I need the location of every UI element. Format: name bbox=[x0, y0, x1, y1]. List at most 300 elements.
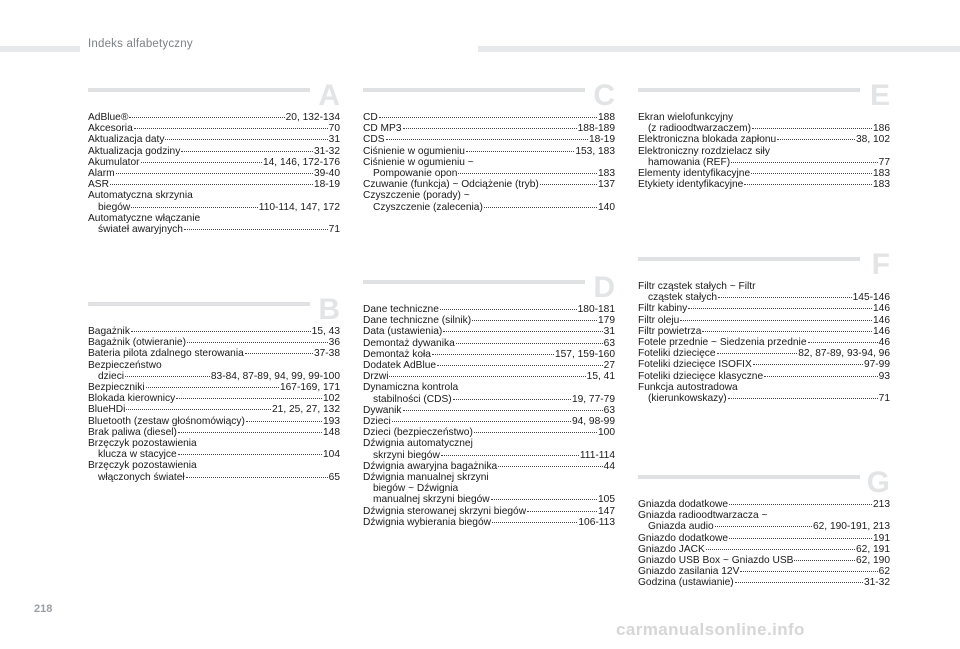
entry-line bbox=[363, 304, 615, 315]
dot-leader bbox=[110, 184, 313, 185]
entry-line bbox=[363, 506, 615, 517]
entry-list bbox=[88, 112, 340, 235]
page-ref: 77 bbox=[878, 156, 890, 168]
dot-leader bbox=[403, 410, 603, 411]
entry-line bbox=[88, 427, 340, 438]
entry-term: Dane techniczne (silnik) bbox=[363, 315, 472, 327]
index-entry bbox=[638, 577, 890, 588]
entry-line bbox=[363, 202, 615, 213]
page-ref: 106-113 bbox=[578, 516, 615, 528]
dot-leader bbox=[176, 398, 322, 399]
page-number: 218 bbox=[34, 603, 53, 615]
index-entry bbox=[638, 326, 890, 337]
entry-line bbox=[638, 577, 890, 588]
entry-term: Data (ustawienia) bbox=[363, 326, 443, 338]
index-entry bbox=[88, 112, 340, 123]
entry-term: Bateria pilota zdalnego sterowania bbox=[88, 348, 244, 360]
entry-term: Gniazda radioodtwarzacza ~ bbox=[638, 510, 768, 522]
entry-line bbox=[638, 555, 890, 566]
entry-line bbox=[638, 499, 890, 510]
index-entry bbox=[363, 123, 615, 134]
entry-term: Gniazdo dodatkowe bbox=[638, 532, 729, 544]
entry-term: Dźwignia automatycznej bbox=[363, 438, 473, 450]
entry-line bbox=[638, 544, 890, 555]
entry-line bbox=[363, 416, 615, 427]
index-entry bbox=[88, 404, 340, 415]
entry-subterm: manualnej skrzyni biegów bbox=[373, 494, 490, 506]
index-entry bbox=[363, 472, 615, 506]
index-section-e bbox=[638, 79, 890, 191]
section-bar bbox=[88, 302, 310, 306]
index-entry bbox=[88, 427, 340, 438]
entry-line bbox=[363, 157, 615, 168]
entry-line bbox=[638, 337, 890, 348]
dot-leader bbox=[474, 432, 597, 433]
page-ref: 27 bbox=[603, 360, 615, 372]
entry-line bbox=[88, 382, 340, 393]
entry-line bbox=[363, 405, 615, 416]
index-entry bbox=[638, 315, 890, 326]
entry-line bbox=[88, 112, 340, 123]
entry-line bbox=[638, 510, 890, 521]
index-entry bbox=[638, 112, 890, 134]
entry-line bbox=[638, 146, 890, 157]
index-entry bbox=[638, 510, 890, 532]
page-ref: 183 bbox=[873, 179, 890, 191]
section-bar bbox=[363, 88, 585, 92]
page-ref: 70 bbox=[328, 123, 340, 135]
entry-line bbox=[88, 179, 340, 190]
page-ref: 153, 183 bbox=[575, 145, 615, 157]
entry-line bbox=[363, 315, 615, 326]
section-letter: E bbox=[869, 79, 890, 112]
section-letter: F bbox=[871, 248, 890, 281]
entry-line bbox=[88, 460, 340, 471]
entry-line bbox=[638, 371, 890, 382]
index-entry bbox=[88, 460, 340, 482]
entry-term: Akumulator bbox=[88, 156, 140, 168]
page-ref: 71 bbox=[328, 224, 340, 236]
page-ref: 31 bbox=[328, 134, 340, 146]
entry-subterm: biegów bbox=[98, 201, 131, 213]
entry-term: Dane techniczne bbox=[363, 304, 439, 315]
entry-term: Filtr powietrza bbox=[638, 325, 702, 337]
index-entry bbox=[88, 213, 340, 235]
dot-leader bbox=[740, 571, 877, 572]
entry-line bbox=[638, 157, 890, 168]
dot-leader bbox=[777, 139, 855, 140]
index-entry bbox=[363, 190, 615, 212]
dot-leader bbox=[680, 320, 872, 321]
entry-term: CDS bbox=[363, 134, 385, 146]
entry-list bbox=[638, 281, 890, 404]
entry-line bbox=[363, 461, 615, 472]
entry-term: Filtr kabiny bbox=[638, 303, 688, 315]
entry-line bbox=[88, 123, 340, 134]
entry-term: Bluetooth (zestaw głośnomówiący) bbox=[88, 415, 245, 427]
page-ref: 65 bbox=[328, 471, 340, 483]
dot-leader bbox=[540, 184, 597, 185]
index-entry bbox=[363, 427, 615, 438]
dot-leader bbox=[437, 365, 603, 366]
index-entry bbox=[363, 349, 615, 360]
dot-leader bbox=[392, 421, 571, 422]
entry-subterm: dzieci bbox=[98, 370, 125, 382]
entry-term: Alarm bbox=[88, 168, 115, 180]
page-ref: 148 bbox=[323, 426, 340, 438]
index-section-f bbox=[638, 248, 890, 405]
dot-leader bbox=[744, 184, 872, 185]
entry-line bbox=[363, 168, 615, 179]
index-entry bbox=[363, 338, 615, 349]
entry-line bbox=[638, 123, 890, 134]
section-letter: C bbox=[593, 79, 615, 112]
entry-subterm: klucza w stacyjce bbox=[98, 449, 177, 461]
entry-term: Dodatek AdBlue bbox=[363, 360, 437, 372]
section-bar bbox=[638, 475, 860, 479]
entry-term: Akcesoria bbox=[88, 123, 133, 135]
header-bar-right bbox=[478, 46, 960, 52]
page-ref: 62, 191 bbox=[856, 543, 890, 555]
page-ref: 146 bbox=[873, 325, 890, 337]
page-ref: 31 bbox=[603, 326, 615, 338]
dot-leader bbox=[403, 128, 577, 129]
entry-line bbox=[88, 360, 340, 371]
dot-leader bbox=[187, 342, 328, 343]
page-ref: 83-84, 87-89, 94, 99, 99-100 bbox=[210, 370, 340, 382]
dot-leader bbox=[753, 364, 863, 365]
dot-leader bbox=[246, 421, 322, 422]
entry-line bbox=[638, 303, 890, 314]
entry-list bbox=[638, 499, 890, 589]
entry-subterm: świateł awaryjnych bbox=[98, 224, 183, 236]
page-ref: 104 bbox=[323, 449, 340, 461]
entry-line bbox=[88, 190, 340, 201]
entry-term: Dynamiczna kontrola bbox=[363, 382, 459, 394]
section-bar bbox=[363, 280, 585, 284]
entry-line bbox=[88, 224, 340, 235]
page-ref: 31-32 bbox=[863, 577, 890, 589]
entry-line bbox=[638, 533, 890, 544]
entry-subterm: hamowania (REF) bbox=[648, 156, 731, 168]
dot-leader bbox=[688, 308, 872, 309]
entry-list bbox=[638, 112, 890, 190]
entry-line bbox=[638, 315, 890, 326]
index-entry bbox=[363, 405, 615, 416]
entry-term: Dzieci (bezpieczeństwo) bbox=[363, 427, 473, 439]
dot-leader bbox=[491, 499, 597, 500]
entry-line bbox=[638, 382, 890, 393]
index-entry bbox=[363, 112, 615, 123]
entry-line bbox=[363, 360, 615, 371]
dot-leader bbox=[245, 353, 313, 354]
dot-leader bbox=[731, 162, 878, 163]
index-entry bbox=[363, 179, 615, 190]
dot-leader bbox=[141, 162, 262, 163]
entry-subterm: biegów ~ Dźwignia bbox=[373, 483, 459, 495]
page-ref: 146 bbox=[873, 303, 890, 315]
dot-leader bbox=[808, 342, 878, 343]
index-entry bbox=[88, 134, 340, 145]
index-entry bbox=[363, 438, 615, 460]
index-entry bbox=[363, 416, 615, 427]
page-ref: 157, 159-160 bbox=[554, 348, 615, 360]
dot-leader bbox=[386, 139, 588, 140]
page-ref: 19, 77-79 bbox=[571, 393, 615, 405]
entry-term: Brzęczyk pozostawienia bbox=[88, 460, 197, 472]
entry-line bbox=[363, 123, 615, 134]
entry-list bbox=[363, 112, 615, 213]
dot-leader bbox=[379, 117, 597, 118]
entry-line bbox=[638, 134, 890, 145]
entry-term: ASR bbox=[88, 179, 109, 191]
index-entry bbox=[638, 146, 890, 168]
entry-term: Brzęczyk pozostawienia bbox=[88, 438, 197, 450]
dot-leader bbox=[492, 522, 577, 523]
entry-line bbox=[88, 213, 340, 224]
entry-line bbox=[638, 112, 890, 123]
dot-leader bbox=[181, 151, 313, 152]
entry-term: Ekran wielofunkcyjny bbox=[638, 112, 734, 123]
page-header-title: Indeks alfabetyczny bbox=[88, 38, 193, 50]
entry-term: Gniazda dodatkowe bbox=[638, 499, 729, 510]
page-ref: 97-99 bbox=[863, 359, 890, 371]
index-entry bbox=[88, 190, 340, 212]
dot-leader bbox=[441, 455, 579, 456]
entry-term: Filtr cząstek stałych ~ Filtr bbox=[638, 281, 756, 292]
entry-line bbox=[638, 168, 890, 179]
page-ref: 100 bbox=[598, 427, 615, 439]
page-ref: 62, 190-191, 213 bbox=[812, 521, 890, 533]
dot-leader bbox=[146, 387, 279, 388]
entry-line bbox=[638, 566, 890, 577]
dot-leader bbox=[729, 538, 872, 539]
index-entry bbox=[638, 281, 890, 303]
entry-line bbox=[363, 494, 615, 505]
entry-term: Dźwignia wybierania biegów bbox=[363, 516, 491, 528]
entry-line bbox=[88, 416, 340, 427]
page-ref: 36 bbox=[328, 337, 340, 349]
dot-leader bbox=[186, 477, 328, 478]
page-ref: 147 bbox=[598, 505, 615, 517]
entry-term: Dźwignia manualnej skrzyni bbox=[363, 472, 489, 484]
page-ref: 71 bbox=[878, 393, 890, 405]
index-entry bbox=[638, 499, 890, 510]
index-entry bbox=[88, 146, 340, 157]
index-section-a bbox=[88, 79, 340, 236]
dot-leader bbox=[717, 353, 798, 354]
entry-list bbox=[363, 304, 615, 528]
page-ref: 105 bbox=[598, 494, 615, 506]
entry-line bbox=[88, 371, 340, 382]
entry-term: Godzina (ustawianie) bbox=[638, 577, 734, 589]
section-bar bbox=[88, 88, 310, 92]
index-entry bbox=[88, 326, 340, 337]
entry-line bbox=[363, 179, 615, 190]
page-ref: 183 bbox=[598, 168, 615, 180]
index-section-b bbox=[88, 293, 340, 483]
index-entry bbox=[638, 382, 890, 404]
dot-leader bbox=[751, 173, 872, 174]
entry-line bbox=[363, 438, 615, 449]
page-ref: 186 bbox=[873, 123, 890, 135]
entry-line bbox=[363, 190, 615, 201]
entry-term: Aktualizacja godziny bbox=[88, 145, 181, 157]
entry-term: Filtr oleju bbox=[638, 314, 680, 326]
dot-leader bbox=[440, 309, 577, 310]
page-ref: 93 bbox=[878, 370, 890, 382]
entry-line bbox=[363, 338, 615, 349]
dot-leader bbox=[453, 399, 571, 400]
entry-term: Foteliki dziecięce klasyczne bbox=[638, 370, 764, 382]
page-ref: 37-38 bbox=[313, 348, 340, 360]
entry-term: Foteliki dziecięce ISOFIX bbox=[638, 359, 752, 371]
entry-term: Automatyczna skrzynia bbox=[88, 190, 193, 202]
entry-term: Czyszczenie (porady) ~ bbox=[363, 190, 470, 202]
index-entry bbox=[363, 382, 615, 404]
page-ref: 111-114 bbox=[579, 449, 615, 461]
entry-term: Dźwignia awaryjna bagażnika bbox=[363, 460, 498, 472]
section-letter: B bbox=[318, 293, 340, 326]
page-ref: 188 bbox=[598, 112, 615, 123]
index-entry bbox=[88, 337, 340, 348]
entry-term: Demontaż koła bbox=[363, 348, 431, 360]
entry-term: Demontaż dywanika bbox=[363, 337, 455, 349]
index-entry bbox=[88, 416, 340, 427]
page-ref: 15, 43 bbox=[311, 326, 340, 337]
entry-term: Aktualizacja daty bbox=[88, 134, 165, 146]
index-entry bbox=[88, 157, 340, 168]
dot-leader bbox=[484, 207, 597, 208]
entry-line bbox=[638, 281, 890, 292]
dot-leader bbox=[752, 128, 872, 129]
entry-term: Etykiety identyfikacyjne bbox=[638, 179, 744, 191]
entry-term: Funkcja autostradowa bbox=[638, 381, 738, 393]
entry-line bbox=[88, 157, 340, 168]
section-letter: A bbox=[318, 79, 340, 112]
entry-list bbox=[88, 326, 340, 483]
page-ref: 179 bbox=[598, 315, 615, 327]
index-entry bbox=[88, 382, 340, 393]
entry-term: Gniazdo zasilania 12V bbox=[638, 566, 740, 578]
dot-leader bbox=[702, 331, 872, 332]
page-ref: 146 bbox=[873, 314, 890, 326]
page-ref: 193 bbox=[323, 415, 340, 427]
entry-line bbox=[363, 517, 615, 528]
entry-line bbox=[363, 427, 615, 438]
entry-term: Dzieci bbox=[363, 416, 391, 428]
dot-leader bbox=[728, 398, 878, 399]
entry-line bbox=[638, 326, 890, 337]
dot-leader bbox=[129, 117, 284, 118]
index-entry bbox=[363, 326, 615, 337]
dot-leader bbox=[184, 229, 328, 230]
entry-line bbox=[88, 146, 340, 157]
index-entry bbox=[638, 555, 890, 566]
entry-line bbox=[88, 337, 340, 348]
entry-line bbox=[363, 134, 615, 145]
dot-leader bbox=[116, 173, 313, 174]
index-entry bbox=[363, 360, 615, 371]
entry-line bbox=[88, 348, 340, 359]
entry-line bbox=[363, 326, 615, 337]
page-ref: 102 bbox=[323, 393, 340, 405]
dot-leader bbox=[456, 343, 603, 344]
page-ref: 62 bbox=[878, 566, 890, 578]
index-section-g bbox=[638, 466, 890, 589]
dot-leader bbox=[764, 376, 878, 377]
entry-line bbox=[363, 450, 615, 461]
entry-subterm: włączonych świateł bbox=[98, 471, 185, 483]
entry-term: Dźwignia sterowanej skrzyni biegów bbox=[363, 505, 527, 517]
index-entry bbox=[363, 315, 615, 326]
page-ref: 140 bbox=[598, 201, 615, 213]
entry-term: CD MP3 bbox=[363, 123, 402, 135]
dot-leader bbox=[131, 331, 311, 332]
entry-line bbox=[88, 134, 340, 145]
index-entry bbox=[88, 168, 340, 179]
dot-leader bbox=[165, 139, 327, 140]
entry-line bbox=[363, 112, 615, 123]
entry-line bbox=[88, 393, 340, 404]
page-ref: 14, 146, 172-176 bbox=[262, 156, 340, 168]
index-entry bbox=[88, 348, 340, 359]
header-bar-left bbox=[0, 46, 80, 52]
page-ref: 63 bbox=[603, 404, 615, 416]
entry-term: Ciśnienie w ogumieniu ~ bbox=[363, 156, 474, 168]
index-entry bbox=[363, 146, 615, 157]
entry-subterm: skrzyni biegów bbox=[373, 449, 440, 461]
entry-term: Drzwi bbox=[363, 371, 389, 383]
dot-leader bbox=[125, 376, 210, 377]
entry-subterm: (z radioodtwarzaczem) bbox=[648, 123, 752, 135]
entry-line bbox=[638, 348, 890, 359]
entry-term: Bagażnik bbox=[88, 326, 130, 337]
dot-leader bbox=[718, 297, 852, 298]
page-ref: 188-189 bbox=[577, 123, 615, 135]
entry-line bbox=[363, 371, 615, 382]
page-ref: 145-146 bbox=[852, 292, 890, 304]
entry-subterm: Gniazda audio bbox=[648, 521, 714, 533]
entry-subterm: Czyszczenie (zalecenia) bbox=[373, 201, 483, 213]
dot-leader bbox=[178, 432, 322, 433]
entry-line bbox=[363, 394, 615, 405]
dot-leader bbox=[472, 320, 597, 321]
index-entry bbox=[638, 337, 890, 348]
index-entry bbox=[638, 566, 890, 577]
page-ref: 21, 25, 27, 132 bbox=[272, 404, 340, 416]
entry-line bbox=[363, 483, 615, 494]
section-bar bbox=[638, 88, 860, 92]
entry-line bbox=[88, 168, 340, 179]
entry-line bbox=[638, 292, 890, 303]
page-ref: 183 bbox=[873, 168, 890, 180]
index-entry bbox=[638, 544, 890, 555]
page-ref: 18-19 bbox=[588, 134, 615, 146]
page-ref: 44 bbox=[603, 460, 615, 472]
index-entry bbox=[638, 134, 890, 145]
entry-term: Czuwanie (funkcja) ~ Odciążenie (tryb) bbox=[363, 179, 539, 191]
entry-term: Blokada kierownicy bbox=[88, 393, 176, 405]
entry-term: AdBlue® bbox=[88, 112, 129, 123]
dot-leader bbox=[389, 376, 585, 377]
entry-subterm: cząstek stałych bbox=[648, 292, 718, 304]
index-entry bbox=[88, 123, 340, 134]
entry-term: BlueHDi bbox=[88, 404, 126, 416]
page-ref: 18-19 bbox=[313, 179, 340, 191]
entry-term: Elektroniczny rozdzielacz siły bbox=[638, 145, 770, 157]
entry-line bbox=[638, 393, 890, 404]
